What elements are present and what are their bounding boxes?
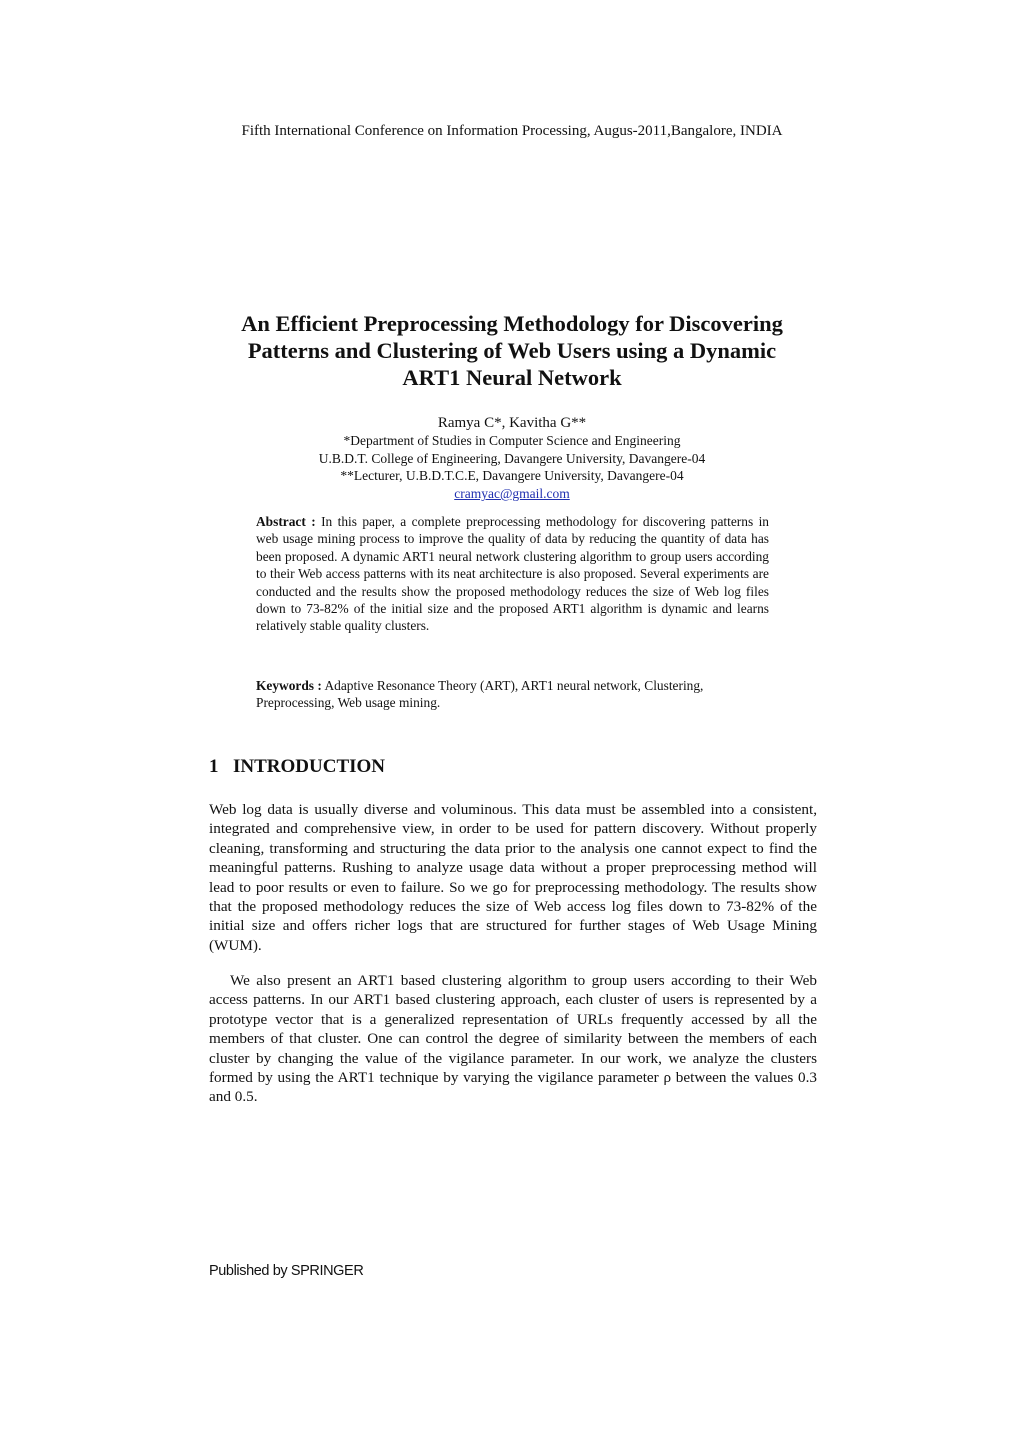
body-paragraph: Web log data is usually diverse and voluminous. This data must be assembled into a consistent, integrated and comprehensive view, in order to be used for pattern discovery. Without properly cleaning, transforming and structuring the data prior to the analysis one cannot expect to find the meaningful patterns. Rushing to analyze usage data without a proper preprocessing method will lead to poor results or even to failure. So we go for preprocessing methodology. The results show that the proposed methodology reduces the size of Web access log files down to 73-82% of the initial size and offers richer logs that are structured for further stages of Web Usage Mining (WUM). [209,801,817,954]
email-line [0,485,1024,503]
section-heading-introduction [209,756,385,778]
running-header: Fifth International Conference on Information Processing, Augus-2011,Bangalore, INDIA [241,123,783,139]
author-list: Ramya C*, Kavitha G** [437,415,587,431]
affiliation-line: U.B.D.T. College of Engineering, Davangere University, Davangere-04 [318,451,706,466]
keywords-label: Keywords : [256,678,322,693]
paper-title [160,310,864,391]
paper-title-line: An Efficient Preprocessing Methodology for Discovering [241,311,783,336]
abstract-label: Abstract : [256,514,316,529]
section-number: 1 [209,756,219,777]
keywords-text: Adaptive Resonance Theory (ART), ART1 neural network, Clustering, Preprocessing, Web usage mining. [256,678,704,711]
paper-title-line: Patterns and Clustering of Web Users using a Dynamic [247,338,777,363]
keywords [256,677,769,712]
affiliation-line: **Lecturer, U.B.D.T.C.E, Davangere University, Davangere-04 [340,468,684,483]
publisher-footer: Published by SPRINGER [209,1263,364,1279]
abstract-text: In this paper, a complete preprocessing methodology for discovering patterns in web usage mining process to improve the quality of data by reducing the quantity of data has been proposed. A dynamic ART1 neural network clustering algorithm to group users according to their Web access patterns with its neat architecture is also proposed. Several experiments are conducted and the results show the proposed methodology reduces the size of Web log files down to 73-82% of the initial size and the proposed ART1 algorithm is dynamic and learns relatively stable quality clusters. [256,514,769,634]
author-email-link[interactable]: cramyac@gmail.com [454,486,570,501]
abstract [256,513,769,635]
paper-title-line: ART1 Neural Network [402,365,622,390]
body-paragraph: We also present an ART1 based clustering algorithm to group users according to their Web access patterns. In our ART1 based clustering approach, each cluster of users is represented by a prototype vector that is a generalized representation of URLs frequently accessed by all the members of that cluster. One can control the degree of similarity between the members of each cluster by changing the value of the vigilance parameter. In our work, we analyze the clusters formed by using the ART1 technique by varying the vigilance parameter ρ between the values 0.3 and 0.5. [209,972,817,1106]
section-title: INTRODUCTION [233,756,386,777]
affiliation-line: *Department of Studies in Computer Science and Engineering [343,433,681,448]
